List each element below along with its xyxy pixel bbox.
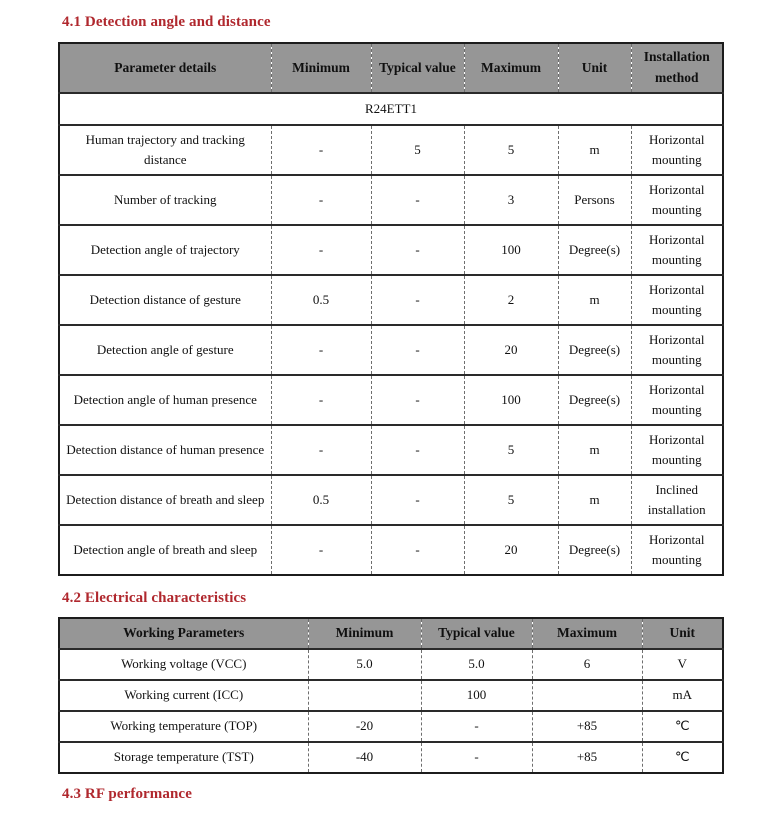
- detection-table-header: [59, 43, 723, 93]
- table-cell: 3: [464, 175, 558, 225]
- table-cell: 20: [464, 325, 558, 375]
- table-cell: Working temperature (TOP): [59, 711, 308, 742]
- column-header: Typical value: [421, 618, 532, 649]
- column-header: Working Parameters: [59, 618, 308, 649]
- table-cell: 0.5: [271, 275, 371, 325]
- table-row: [59, 525, 723, 575]
- table-cell: -: [271, 425, 371, 475]
- electrical-table-body: [59, 649, 723, 773]
- table-cell: -: [271, 525, 371, 575]
- table-cell: -: [271, 125, 371, 175]
- table-row: [59, 225, 723, 275]
- table-cell: 5: [464, 475, 558, 525]
- table-cell: Horizontal mounting: [631, 525, 723, 575]
- column-header: Unit: [558, 43, 631, 93]
- section-heading-4-2: 4.2 Electrical characteristics: [62, 590, 247, 606]
- table-cell: 20: [464, 525, 558, 575]
- table-cell: 100: [464, 375, 558, 425]
- table-cell: -20: [308, 711, 421, 742]
- table-cell: -: [371, 325, 464, 375]
- table-cell: -: [371, 475, 464, 525]
- table-cell: Horizontal mounting: [631, 225, 723, 275]
- table-cell: mA: [642, 680, 723, 711]
- table-cell: Degree(s): [558, 525, 631, 575]
- table-row: [59, 711, 723, 742]
- table-cell: m: [558, 475, 631, 525]
- table-cell: 0.5: [271, 475, 371, 525]
- table-row: [59, 175, 723, 225]
- table-cell: Degree(s): [558, 225, 631, 275]
- table-row: [59, 425, 723, 475]
- column-header: Typical value: [371, 43, 464, 93]
- table-cell: 100: [464, 225, 558, 275]
- table-cell: Horizontal mounting: [631, 125, 723, 175]
- table-cell: Detection distance of breath and sleep: [59, 475, 271, 525]
- column-header: Maximum: [464, 43, 558, 93]
- table-cell: [532, 680, 642, 711]
- table-cell: ℃: [642, 742, 723, 773]
- table-cell: Detection angle of human presence: [59, 375, 271, 425]
- table-cell: Horizontal mounting: [631, 275, 723, 325]
- table-cell: 2: [464, 275, 558, 325]
- table-cell: +85: [532, 742, 642, 773]
- table-cell: 6: [532, 649, 642, 680]
- table-cell: -: [371, 525, 464, 575]
- table-cell: 5: [371, 125, 464, 175]
- table-cell: Detection angle of gesture: [59, 325, 271, 375]
- table-cell: 5: [464, 125, 558, 175]
- table-cell: Inclined installation: [631, 475, 723, 525]
- table-cell: m: [558, 425, 631, 475]
- detection-angle-distance-table: [58, 42, 724, 576]
- table-cell: m: [558, 275, 631, 325]
- detection-table-body: [59, 125, 723, 575]
- section-heading-4-1: 4.1 Detection angle and distance: [62, 14, 271, 30]
- table-cell: -: [271, 225, 371, 275]
- electrical-characteristics-table: [58, 617, 724, 774]
- table-cell: -40: [308, 742, 421, 773]
- table-cell: -: [421, 711, 532, 742]
- table-cell: -: [421, 742, 532, 773]
- table-row: [59, 680, 723, 711]
- header-row: [59, 43, 723, 93]
- table-cell: 5: [464, 425, 558, 475]
- model-row-body: [59, 93, 723, 125]
- table-cell: 100: [421, 680, 532, 711]
- table-cell: Storage temperature (TST): [59, 742, 308, 773]
- section-heading-4-3: 4.3 RF performance: [62, 786, 192, 802]
- table-row: [59, 325, 723, 375]
- table-row: [59, 649, 723, 680]
- table-cell: Horizontal mounting: [631, 175, 723, 225]
- table-cell: Persons: [558, 175, 631, 225]
- table-row: [59, 275, 723, 325]
- table-cell: 5.0: [421, 649, 532, 680]
- table-cell: ℃: [642, 711, 723, 742]
- table-cell: 5.0: [308, 649, 421, 680]
- column-header: Unit: [642, 618, 723, 649]
- table-row: [59, 125, 723, 175]
- table-cell: Horizontal mounting: [631, 325, 723, 375]
- header-row: [59, 618, 723, 649]
- table-cell: -: [371, 375, 464, 425]
- table-cell: Degree(s): [558, 325, 631, 375]
- table-cell: -: [271, 175, 371, 225]
- table-cell: -: [371, 225, 464, 275]
- table-cell: Working voltage (VCC): [59, 649, 308, 680]
- table-cell: -: [371, 275, 464, 325]
- table-cell: -: [271, 325, 371, 375]
- table-row: [59, 475, 723, 525]
- table-cell: Horizontal mounting: [631, 425, 723, 475]
- table-cell: [308, 680, 421, 711]
- table-cell: -: [271, 375, 371, 425]
- model-name-cell: R24ETT1: [59, 93, 723, 125]
- table-cell: Number of tracking: [59, 175, 271, 225]
- table-cell: Detection distance of human presence: [59, 425, 271, 475]
- table-row: [59, 375, 723, 425]
- column-header: Maximum: [532, 618, 642, 649]
- table-cell: m: [558, 125, 631, 175]
- table-cell: Detection angle of breath and sleep: [59, 525, 271, 575]
- table-cell: -: [371, 425, 464, 475]
- table-cell: -: [371, 175, 464, 225]
- column-header: Parameter details: [59, 43, 271, 93]
- table-cell: V: [642, 649, 723, 680]
- column-header: Minimum: [271, 43, 371, 93]
- table-cell: Horizontal mounting: [631, 375, 723, 425]
- table-cell: Detection angle of trajectory: [59, 225, 271, 275]
- table-cell: Degree(s): [558, 375, 631, 425]
- column-header: Installation method: [631, 43, 723, 93]
- table-cell: Detection distance of gesture: [59, 275, 271, 325]
- table-cell: Working current (ICC): [59, 680, 308, 711]
- column-header: Minimum: [308, 618, 421, 649]
- table-cell: +85: [532, 711, 642, 742]
- model-row: [59, 93, 723, 125]
- electrical-table-header: [59, 618, 723, 649]
- table-cell: Human trajectory and tracking distance: [59, 125, 271, 175]
- table-row: [59, 742, 723, 773]
